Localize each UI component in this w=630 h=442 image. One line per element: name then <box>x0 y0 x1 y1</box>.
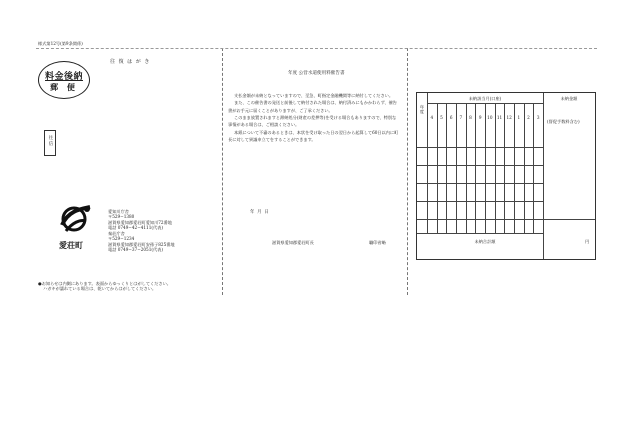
town-logo-icon <box>56 203 96 239</box>
form-number: 様式第12号(第9条関係) <box>38 41 83 46</box>
bottom-note <box>38 281 171 292</box>
notice-paragraph-4: 本紙について不審のあるときは、本状を受け取った日の翌日から起算して60日以内に町長に対して異議申立てをすることができます。 <box>228 129 399 143</box>
amount-header: 未納金額 <box>560 96 578 101</box>
month-label: 2 <box>527 115 530 120</box>
town-name: 愛荘町 <box>59 241 83 250</box>
period-header: 未納該当月(口座) <box>468 96 502 101</box>
office-1-phone: 電話 0749−42−4111(代表) <box>108 224 164 230</box>
row-line-6 <box>417 233 543 234</box>
month-label: 9 <box>478 115 482 120</box>
notice-body <box>228 92 400 143</box>
side-label: 往 信 <box>48 135 53 146</box>
notice-paragraph-1: 支払金額が未納となっていますので、至急、町指定金融機関等に納付してください。 <box>234 93 394 98</box>
month-label: 4 <box>430 115 434 120</box>
year-header: 年度 <box>420 105 425 114</box>
office-2-zip: 〒529−1234 <box>108 236 135 242</box>
month-col-line <box>485 103 486 233</box>
month-col-line <box>495 103 496 233</box>
col-line-year <box>427 93 428 233</box>
month-label: 6 <box>449 115 453 120</box>
month-label: 3 <box>536 115 540 120</box>
month-label: 7 <box>459 115 463 120</box>
month-col-line <box>466 103 467 233</box>
notice-date: 年 月 日 <box>250 210 269 215</box>
office-list <box>108 209 175 252</box>
top-border <box>36 48 597 49</box>
bottom-note-line1: ●お知らせは内側にあります。表面からゆっくりとはがしてください。 <box>38 281 171 286</box>
col-line-amount <box>543 93 544 259</box>
month-col-line <box>533 103 534 233</box>
side-label-box <box>44 130 56 156</box>
amount-note: (督促手数料含む) <box>547 119 580 124</box>
office-2-phone: 電話 0749−37−2051(代表) <box>108 246 164 252</box>
month-col-line <box>446 103 447 233</box>
stamp-line2: 郵 便 <box>50 83 78 92</box>
month-label: 12 <box>506 115 512 120</box>
fold-line-left <box>222 48 223 295</box>
notice-paragraph-3: このまま放置されますと滞納処分(財産の差押等)を受ける場合もありますので、特別な事情がある場合は、ご相談ください。 <box>228 115 397 128</box>
office-1-name: 愛知川庁舎 <box>108 209 129 214</box>
notice-seal: 職印省略 <box>369 240 386 245</box>
month-col-line <box>456 103 457 233</box>
office-1-zip: 〒529−1380 <box>108 214 135 220</box>
stamp-divider <box>45 80 83 81</box>
stamp-line1: 料金後納 <box>44 72 83 82</box>
month-label: 11 <box>496 115 503 120</box>
town-logo <box>56 203 96 239</box>
currency-label: 円 <box>585 239 590 244</box>
notice-title: 年度 公営水道使用料催告書 <box>288 71 345 76</box>
fold-line-right <box>407 48 408 295</box>
office-2-address: 滋賀県愛知郡愛荘町安孫子825番地 <box>108 241 175 247</box>
card-title: 往 復 は が き <box>110 59 151 65</box>
month-label: 5 <box>440 115 443 120</box>
month-label: 10 <box>487 115 493 120</box>
month-col-line <box>514 103 515 233</box>
total-label: 未納合計額 <box>474 239 496 244</box>
month-col-line <box>504 103 505 233</box>
month-col-line <box>524 103 525 233</box>
month-col-line <box>437 103 438 233</box>
notice-issuer: 滋賀県愛知郡愛荘町長 <box>272 240 314 245</box>
office-2-name: 秦荘庁舎 <box>108 231 125 236</box>
month-label: 1 <box>517 115 521 120</box>
arrears-table <box>416 92 596 260</box>
bottom-note-line2: ハガキが濡れている場合は、乾いてからはがしてください。 <box>43 286 157 292</box>
notice-paragraph-2: また、この催告書の発送と前後して納付された場合は、納付済みにもかかわらず、催告書がお手元に届くことがありますが、ご了承ください。 <box>228 100 397 113</box>
postage-stamp <box>38 61 90 99</box>
office-1-address: 滋賀県愛知郡愛荘町愛知川72番地 <box>108 219 172 225</box>
row-line-5 <box>417 219 595 220</box>
month-col-line <box>475 103 476 233</box>
month-label: 8 <box>469 115 472 120</box>
